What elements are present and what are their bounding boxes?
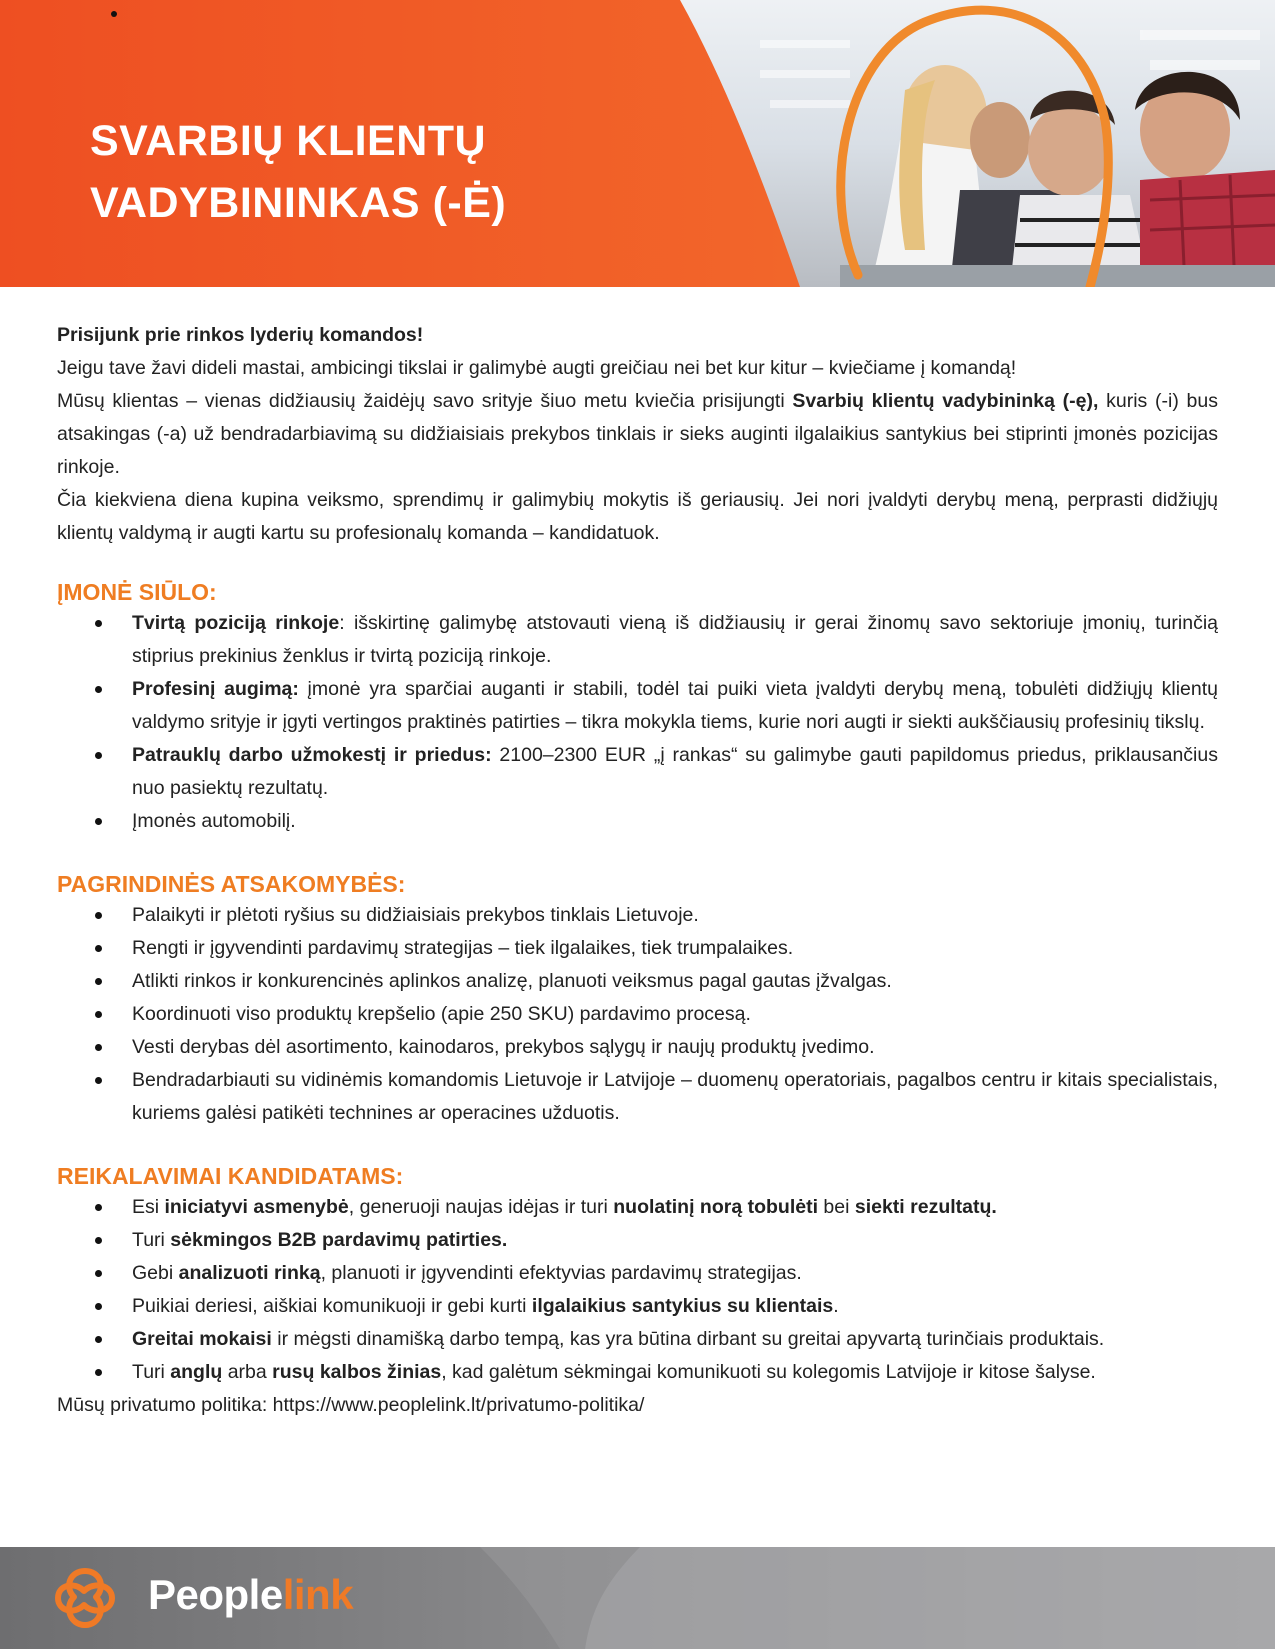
responsibilities-section [57,869,1218,1130]
list-item: Rengti ir įgyvendinti pardavimų strategijas – tiek ilgalaikes, tiek trumpalaikes. [57,932,1218,965]
list-item: Koordinuoti viso produktų krepšelio (apie 250 SKU) pardavimo procesą. [57,998,1218,1031]
peoplelink-logo-text: Peoplelink [148,1571,354,1618]
list-item: Esi iniciatyvi asmenybė, generuoji naujas idėjas ir turi nuolatinį norą tobulėti bei siekti rezultatų. [57,1191,1218,1224]
header-banner [0,0,1275,287]
list-item: Atlikti rinkos ir konkurencinės aplinkos analizę, planuoti veiksmus pagal gautas įžvalgas. [57,965,1218,998]
offers-list [57,607,1218,838]
list-item: Profesinį augimą: įmonė yra sparčiai auganti ir stabili, todėl tai puiki vieta įvaldyti derybų meną, tobulėti didžiųjų klientų valdymo srityje ir įgyti vertingos praktinės patirties – tikra mokykla tiems, kurie nori augti ir siekti aukščiausių profesinių tikslų. [57,673,1218,739]
responsibilities-title: PAGRINDINĖS ATSAKOMYBĖS: [57,871,406,897]
footer-banner [0,1547,1275,1649]
list-item: Bendradarbiauti su vidinėmis komandomis Lietuvoje ir Latvijoje – duomenų operatoriais, pagalbos centru ir kitais specialistais, kuriems galėsi patikėti technines ar operacines užduotis. [57,1064,1218,1130]
people-photo [840,65,1275,287]
requirements-title: REIKALAVIMAI KANDIDATAMS: [57,1163,404,1189]
list-item: Greitai mokaisi ir mėgsti dinamišką darbo tempą, kas yra būtina dirbant su greitai apyvartą turinčiais produktais. [57,1323,1218,1356]
lead-heading: Prisijunk prie rinkos lyderių komandos! [57,324,424,346]
page-title [90,110,506,234]
list-item: Turi sėkmingos B2B pardavimų patirties. [57,1224,1218,1257]
title-line-2: VADYBININKAS (-Ė) [90,179,507,227]
privacy-policy-text: Mūsų privatumo politika: https://www.peoplelink.lt/privatumo-politika/ [57,1394,645,1416]
intro-paragraph-2: Mūsų klientas – vienas didžiausių žaidėjų savo srityje šiuo metu kviečia prisijungti Svarbių klientų vadybininką (-ę), kuris (-i) bus atsakingas (-a) už bendradarbiavimą su didžiaisiais prekybos tinklais ir sieks auginti ilgalaikius santykius bei stiprinti įmonės pozicijas rinkoje. [57,390,1218,478]
responsibilities-list [57,899,1218,1130]
list-item: Puikiai deriesi, aiškiai komunikuoji ir gebi kurti ilgalaikius santykius su klientais. [57,1290,1218,1323]
list-item: Palaikyti ir plėtoti ryšius su didžiaisiais prekybos tinklais Lietuvoje. [57,899,1218,932]
list-item: Tvirtą poziciją rinkoje: išskirtinę galimybę atstovauti vieną iš didžiausių ir gerai žinomų savo sektoriuje įmonių, turinčią stiprius prekinius ženklus ir tvirtą poziciją rinkoje. [57,607,1218,673]
offers-title: ĮMONĖ SIŪLO: [57,579,217,605]
title-line-1: SVARBIŲ KLIENTŲ [90,117,487,165]
list-item: Vesti derybas dėl asortimento, kainodaros, prekybos sąlygų ir naujų produktų įvedimo. [57,1031,1218,1064]
bullet-dot [111,11,117,17]
requirements-list [57,1191,1218,1389]
job-description [57,319,1218,1422]
intro-paragraph-3: Čia kiekviena diena kupina veiksmo, sprendimų ir galimybių mokytis iš geriausių. Jei nori įvaldyti derybų meną, perprasti didžiųjų klientų valdymą ir augti kartu su profesionalų komanda – kandidatuok. [57,489,1218,544]
list-item: Turi anglų arba rusų kalbos žinias, kad galėtum sėkmingai komunikuoti su kolegomis Latvijoje ir kitose šalyse. [57,1356,1218,1389]
intro-paragraph-1: Jeigu tave žavi dideli mastai, ambicingi tikslai ir galimybė augti greičiau nei bet kur kitur – kviečiame į komandą! [57,357,1017,379]
peoplelink-logo-icon [50,1563,120,1633]
list-item: Patrauklų darbo užmokestį ir priedus: 2100–2300 EUR „į rankas“ su galimybe gauti papildomus priedus, priklausančius nuo pasiektų rezultatų. [57,739,1218,805]
list-item: Gebi analizuoti rinką, planuoti ir įgyvendinti efektyvias pardavimų strategijas. [57,1257,1218,1290]
requirements-section [57,1161,1218,1389]
list-item: Įmonės automobilį. [57,805,1218,838]
offers-section [57,577,1218,838]
